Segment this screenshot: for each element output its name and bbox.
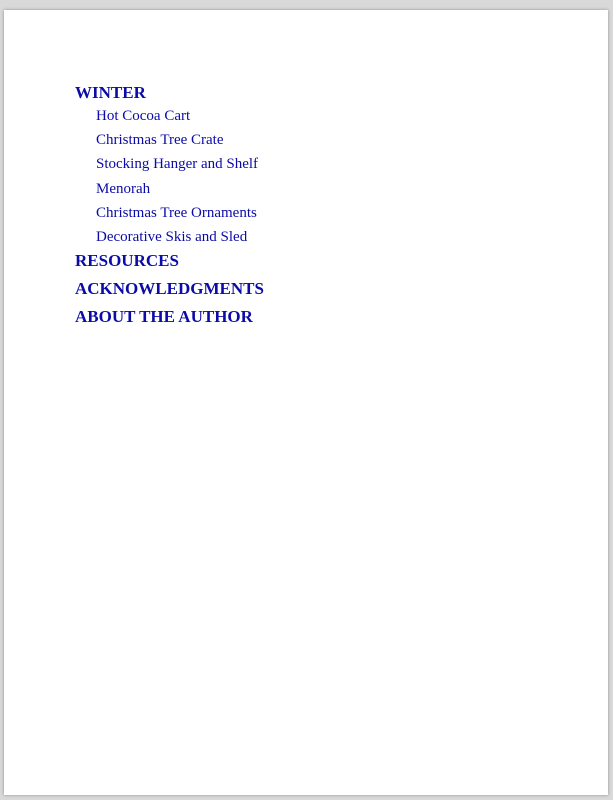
toc-item [96,104,264,128]
toc-link-hot-cocoa-cart[interactable]: Hot Cocoa Cart [96,108,191,124]
toc-link-winter[interactable]: WINTER [75,83,146,102]
toc-link-resources[interactable]: RESOURCES [75,251,179,271]
toc-link-about-the-author[interactable]: ABOUT THE AUTHOR [75,307,253,327]
document-page [4,10,608,795]
toc-link-acknowledgments[interactable]: ACKNOWLEDGMENTS [75,279,264,299]
toc-winter-subitems [75,104,264,249]
toc-link-menorah[interactable]: Menorah [96,180,151,197]
toc-section-acknowledgments [75,279,264,299]
toc-section-resources [75,251,264,271]
toc-section-about-author [75,307,264,327]
toc-link-christmas-tree-ornaments[interactable]: Christmas Tree Ornaments [96,204,257,221]
toc-item [96,201,264,225]
toc-link-stocking-hanger-and-shelf[interactable]: Stocking Hanger and Shelf [96,156,259,173]
toc-item [96,177,264,201]
toc-link-decorative-skis-and-sled[interactable]: Decorative Skis and Sled [96,229,248,246]
toc-item [96,152,264,176]
toc-section-winter [75,83,264,249]
toc-item [96,128,264,152]
table-of-contents [75,80,264,327]
toc-link-christmas-tree-crate[interactable]: Christmas Tree Crate [96,132,224,149]
toc-item [96,225,264,249]
